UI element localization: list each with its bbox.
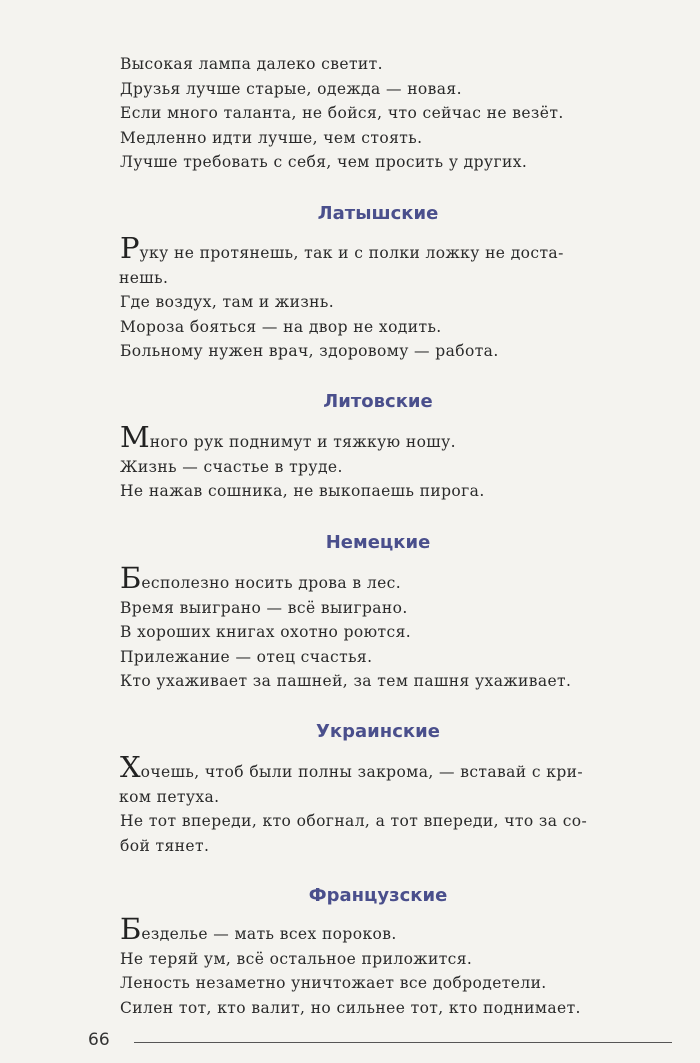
proverb-line: Время выиграно — всё выиграно.: [120, 598, 408, 617]
section-heading: Французские: [308, 885, 448, 906]
proverb-line: Высокая лампа далеко светит.: [120, 55, 383, 73]
proverb-line: Лучше требовать с себя, чем просить у других.: [120, 153, 528, 171]
drop-cap: Б: [120, 561, 142, 595]
drop-cap: Х: [120, 750, 141, 784]
proverb-line: Прилежание — отец счастья.: [120, 647, 373, 666]
page-number: 66: [88, 1030, 110, 1050]
proverb-line: Медленно идти лучше, чем стоять.: [120, 128, 423, 147]
footer-rule: [134, 1042, 672, 1043]
section-heading: Латышские: [317, 203, 439, 224]
proverb-line: очешь, чтоб были полны закрома, — вставай с кри-: [140, 763, 584, 781]
proverb-line: Кто ухаживает за пашней, за тем пашня ухаживает.: [120, 672, 572, 690]
proverb-line: Жизнь — счастье в труде.: [120, 457, 343, 476]
proverb-line: Не тот впереди, кто обогнал, а тот впереди, что за со-: [120, 812, 588, 830]
proverb-line: Силен тот, кто валит, но сильнее тот, кто поднимает.: [120, 998, 581, 1017]
proverb-line: Не нажав сошника, не выкопаешь пирога.: [120, 482, 485, 500]
drop-cap: Р: [120, 231, 140, 265]
proverb-line: Не теряй ум, всё остальное приложится.: [120, 949, 473, 968]
proverb-line: ного рук поднимут и тяжкую ношу.: [149, 433, 456, 451]
section-latvian: [0, 200, 700, 364]
proverb-line: Леность незаметно уничтожает все добродетели.: [120, 974, 547, 992]
drop-cap: М: [120, 420, 150, 454]
section-german: [0, 529, 700, 694]
section-lithuanian: [0, 388, 700, 504]
proverb-line: есполезно носить дрова в лес.: [141, 574, 402, 592]
proverb-line: Больному нужен врач, здоровому — работа.: [120, 342, 499, 360]
section-heading: Украинские: [316, 721, 440, 742]
proverb-line: уку не протянешь, так и с полки ложку не доста-: [139, 244, 564, 262]
proverb-line: Друзья лучше старые, одежда — новая.: [120, 79, 462, 98]
proverb-line: ком петуха.: [119, 787, 220, 806]
proverb-line: Мороза бояться — на двор не ходить.: [120, 317, 442, 336]
proverb-line: бой тянет.: [120, 836, 210, 855]
proverb-line: В хороших книгах охотно роются.: [120, 623, 412, 641]
proverb-line: Если много таланта, не бойся, что сейчас не везёт.: [120, 104, 564, 122]
drop-cap: Б: [120, 912, 142, 946]
proverb-line: Где воздух, там и жизнь.: [120, 293, 335, 311]
proverb-line: езделье — мать всех пороков.: [141, 925, 397, 943]
section-ukrainian: [0, 718, 700, 858]
section-french: [0, 882, 700, 1020]
proverb-line: нешь.: [119, 268, 169, 287]
top-proverbs: [120, 52, 680, 175]
section-heading: Немецкие: [325, 532, 431, 553]
section-heading: Литовские: [323, 391, 433, 412]
